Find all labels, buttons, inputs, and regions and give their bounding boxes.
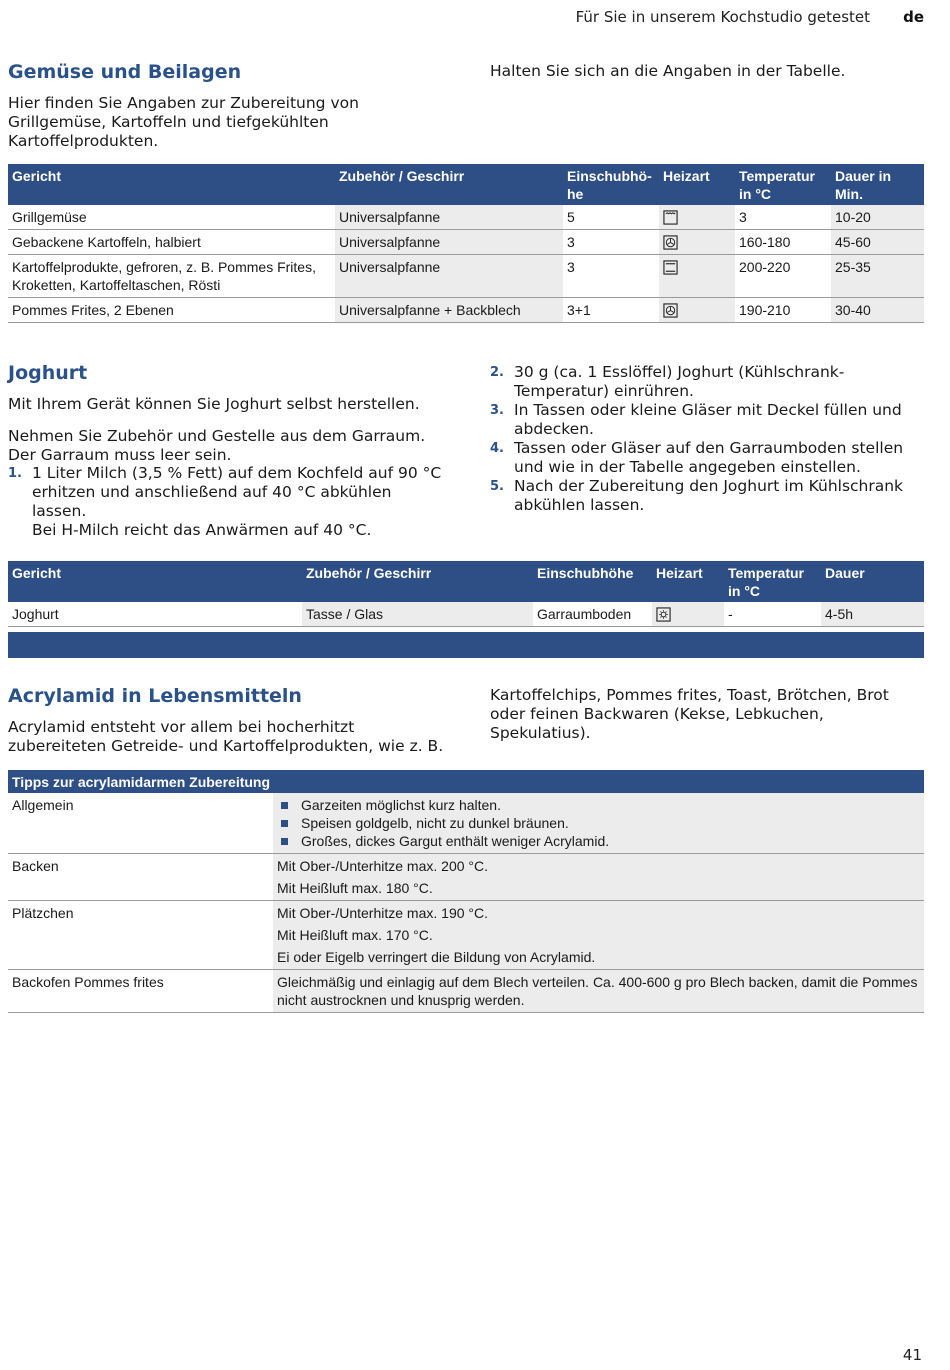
tip-content — [273, 901, 924, 970]
col-header-dish: Gericht — [8, 164, 335, 205]
vegetables-intro: Hier finden Sie Angaben zur Zubereitung von Grillgemüse, Kartoffeln und tiefgekühlten Kartoffelprodukten. — [8, 94, 359, 150]
step-number: 1. — [8, 466, 22, 481]
list-item — [8, 464, 448, 540]
heating-cell — [652, 602, 724, 627]
col-header-level: Einschubhö-he — [563, 164, 659, 205]
col-header-dish: Gericht — [8, 561, 302, 602]
table-row — [8, 205, 924, 230]
accessory-cell: Universalpfanne — [335, 205, 563, 230]
step-text: Nach der Zubereitung den Joghurt im Kühlschrank abkühlen lassen. — [514, 477, 904, 514]
tip-content — [273, 793, 924, 854]
bullet-text: Großes, dickes Gargut enthält weniger Acrylamid. — [301, 833, 610, 849]
list-item — [277, 796, 920, 814]
level-cell: 3 — [563, 230, 659, 255]
temperature-cell: 3 — [735, 205, 831, 230]
tip-line: Gleichmäßig und einlagig auf dem Blech verteilen. Ca. 400-600 g pro Blech backen, damit die Pommes nicht austrocknen und knusprig werden. — [277, 974, 918, 1008]
tip-label: Backen — [8, 854, 273, 901]
temperature-cell: 190-210 — [735, 298, 831, 323]
hot-air-icon — [663, 235, 678, 250]
accessory-cell: Universalpfanne + Backblech — [335, 298, 563, 323]
table-row — [8, 901, 924, 970]
tip-line: Ei oder Eigelb verringert die Bildung von Acrylamid. — [277, 949, 596, 965]
grill-icon — [663, 210, 678, 225]
table-row — [8, 230, 924, 255]
accessory-cell: Universalpfanne — [335, 230, 563, 255]
acrylamide-intro-continued: Kartoffelchips, Pommes frites, Toast, Brötchen, Brot oder feinen Backwaren (Kekse, Lebkuchen, Spekulatius). — [490, 686, 889, 742]
yoghurt-intro: Mit Ihrem Gerät können Sie Joghurt selbst herstellen. — [8, 395, 420, 413]
tip-content — [273, 970, 924, 1013]
hot-air-icon — [663, 303, 678, 318]
tip-line: Mit Ober-/Unterhitze max. 190 °C. — [277, 905, 488, 921]
table-row — [8, 255, 924, 298]
col-header-duration: Dauer — [821, 561, 924, 602]
step-text: In Tassen oder kleine Gläser mit Deckel füllen und abdecken. — [514, 401, 902, 438]
list-item — [277, 814, 920, 832]
bullet-icon — [281, 820, 288, 827]
table-footer-bar — [8, 632, 924, 658]
table-row — [8, 970, 924, 1013]
list-item — [490, 477, 920, 515]
table-row — [8, 602, 924, 627]
table-row — [8, 793, 924, 854]
table-row — [8, 298, 924, 323]
acrylamide-heading: Acrylamid in Lebensmitteln — [8, 685, 302, 707]
list-item — [490, 363, 920, 401]
bullet-text: Speisen goldgelb, nicht zu dunkel bräunen. — [301, 815, 569, 831]
duration-cell: 45-60 — [831, 230, 924, 255]
duration-cell: 25-35 — [831, 255, 924, 298]
col-header-duration: Dauer in Min. — [831, 164, 924, 205]
temperature-cell: 200-220 — [735, 255, 831, 298]
table-row — [8, 854, 924, 901]
acrylamide-intro: Acrylamid entsteht vor allem bei hocherhitzt zubereiteten Getreide- und Kartoffelprodukten, wie z. B. — [8, 718, 444, 755]
top-bottom-heat-icon — [663, 260, 678, 275]
yoghurt-prep: Nehmen Sie Zubehör und Gestelle aus dem Garraum. Der Garraum muss leer sein. — [8, 427, 426, 464]
table-header-row — [8, 770, 924, 793]
level-cell: Garraumboden — [533, 602, 652, 627]
page-number: 41 — [902, 1346, 922, 1364]
duration-cell: 4-5h — [821, 602, 924, 627]
tip-label: Plätzchen — [8, 901, 273, 970]
accessory-cell: Tasse / Glas — [302, 602, 533, 627]
yoghurt-mode-icon — [656, 607, 671, 622]
tip-label: Backofen Pommes frites — [8, 970, 273, 1013]
temperature-cell: 160-180 — [735, 230, 831, 255]
yoghurt-heading: Joghurt — [8, 362, 88, 384]
table-header-row — [8, 561, 924, 602]
list-item — [490, 439, 920, 477]
yoghurt-steps-left — [8, 464, 448, 540]
tip-label: Allgemein — [8, 793, 273, 854]
step-text: 30 g (ca. 1 Esslöffel) Joghurt (Kühlschrank-Temperatur) einrühren. — [514, 363, 845, 400]
level-cell: 5 — [563, 205, 659, 230]
bullet-icon — [281, 802, 288, 809]
step-text: 1 Liter Milch (3,5 % Fett) auf dem Kochfeld auf 90 °C erhitzen und anschließend auf 40 °C abkühlen lassen. — [32, 464, 442, 520]
temperature-cell: - — [724, 602, 821, 627]
step-number: 5. — [490, 479, 504, 494]
step-number: 4. — [490, 441, 504, 456]
acrylamide-tips-table — [8, 770, 924, 1013]
vegetables-table — [8, 164, 924, 323]
heating-cell — [659, 230, 735, 255]
col-header-accessory: Zubehör / Geschirr — [302, 561, 533, 602]
vegetables-note: Halten Sie sich an die Angaben in der Tabelle. — [490, 62, 846, 80]
vegetables-heading: Gemüse und Beilagen — [8, 61, 242, 83]
dish-cell: Gebackene Kartoffeln, halbiert — [8, 230, 335, 255]
level-cell: 3+1 — [563, 298, 659, 323]
heating-cell — [659, 255, 735, 298]
col-header-heating: Heizart — [652, 561, 724, 602]
yoghurt-table — [8, 561, 924, 627]
tip-line: Mit Heißluft max. 170 °C. — [277, 927, 433, 943]
language-marker: de — [903, 8, 924, 26]
dish-cell: Pommes Frites, 2 Ebenen — [8, 298, 335, 323]
running-header: Für Sie in unserem Kochstudio getestet — [575, 8, 870, 26]
tip-line: Mit Ober-/Unterhitze max. 200 °C. — [277, 858, 488, 874]
col-header-temperature: Temperatur in °C — [724, 561, 821, 602]
step-number: 3. — [490, 403, 504, 418]
dish-cell: Grillgemüse — [8, 205, 335, 230]
list-item — [490, 401, 920, 439]
col-header-accessory: Zubehör / Geschirr — [335, 164, 563, 205]
tips-header: Tipps zur acrylamidarmen Zubereitung — [8, 770, 924, 793]
tip-line: Mit Heißluft max. 180 °C. — [277, 880, 433, 896]
step-note: Bei H-Milch reicht das Anwärmen auf 40 °C. — [32, 521, 372, 539]
accessory-cell: Universalpfanne — [335, 255, 563, 298]
bullet-text: Garzeiten möglichst kurz halten. — [301, 797, 501, 813]
step-number: 2. — [490, 365, 504, 380]
col-header-heating: Heizart — [659, 164, 735, 205]
col-header-temperature: Temperatur in °C — [735, 164, 831, 205]
dish-cell: Kartoffelprodukte, gefroren, z. B. Pommes Frites, Kroketten, Kartoffeltaschen, Rösti — [8, 255, 335, 298]
list-item — [277, 832, 920, 850]
col-header-level: Einschubhöhe — [533, 561, 652, 602]
heating-cell — [659, 298, 735, 323]
tip-content — [273, 854, 924, 901]
heating-cell — [659, 205, 735, 230]
step-text: Tassen oder Gläser auf den Garraumboden stellen und wie in der Tabelle angegeben einstellen. — [514, 439, 904, 476]
bullet-icon — [281, 838, 288, 845]
level-cell: 3 — [563, 255, 659, 298]
table-header-row — [8, 164, 924, 205]
duration-cell: 10-20 — [831, 205, 924, 230]
duration-cell: 30-40 — [831, 298, 924, 323]
yoghurt-steps-right — [490, 363, 920, 515]
dish-cell: Joghurt — [8, 602, 302, 627]
